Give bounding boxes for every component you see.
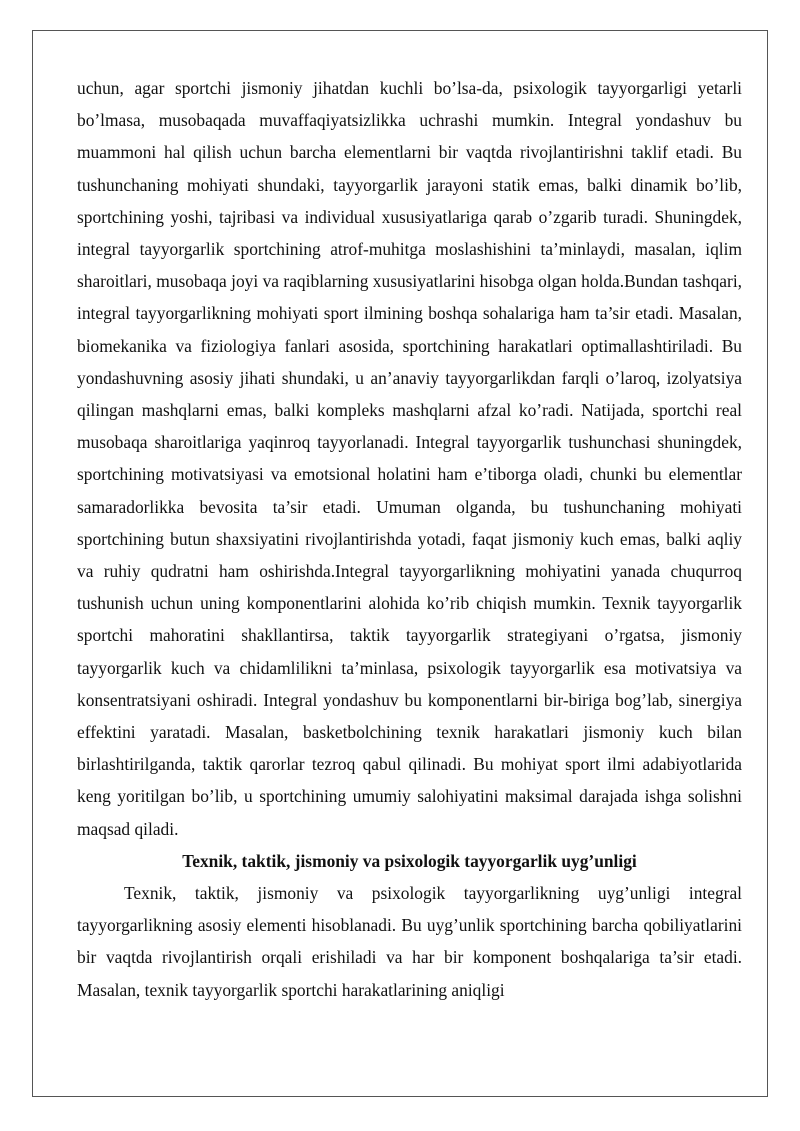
document-body — [77, 72, 742, 1006]
body-paragraph-2: Texnik, taktik, jismoniy va psixologik tayyorgarlikning uyg’unligi integral tayyorgarlikning asosiy elementi hisoblanadi. Bu uyg’unlik sportchining barcha qobiliyatlarini bir vaqtda rivojlantirish orqali erishiladi va har bir komponent boshqalariga ta’sir etadi. Masalan, texnik tayyorgarlik sportchi harakatlarining aniqligi — [77, 883, 742, 1000]
body-paragraph-1: uchun, agar sportchi jismoniy jihatdan kuchli bo’lsa-da, psixologik tayyorgarligi yetarli bo’lmasa, musobaqada muvaffaqiyatsizlikka uchrashi mumkin. Integral yondashuv bu muammoni hal qilish uchun barcha elementlarni bir vaqtda rivojlantirishni taklif etadi. Bu tushunchaning mohiyati shundaki, tayyorgarlik jarayoni statik emas, balki dinamik bo’lib, sportchining yoshi, tajribasi va individual xususiyatlariga qarab o’zgarib turadi. Shuningdek, integral tayyorgarlik sportchining atrof-muhitga moslashishini ta’minlaydi, masalan, iqlim sharoitlari, musobaqa joyi va raqiblarning xususiyatlarini hisobga olgan holda.Bundan tashqari, integral tayyorgarlikning mohiyati sport ilmining boshqa sohalariga ham ta’sir etadi. Masalan, biomekanika va fiziologiya fanlari asosida, sportchining harakatlari optimallashtiriladi. Bu yondashuvning asosiy jihati shundaki, u an’anaviy tayyorgarlikdan farqli o’laroq, izolyatsiya qilingan mashqlarni emas, balki kompleks mashqlarni afzal ko’radi. Natijada, sportchi real musobaqa sharoitlariga yaqinroq tayyorlanadi. Integral tayyorgarlik tushunchasi shuningdek, sportchining motivatsiyasi va emotsional holatini ham e’tiborga oladi, chunki bu elementlar samaradorlikka bevosita ta’sir etadi. Umuman olganda, bu tushunchaning mohiyati sportchining butun shaxsiyatini rivojlantirishda yotadi, faqat jismoniy kuch emas, balki aqliy va ruhiy qudratni ham oshirishda.Integral tayyorgarlikning mohiyatini yanada chuqurroq tushunish uchun uning komponentlarini alohida ko’rib chiqish mumkin. Texnik tayyorgarlik sportchi mahoratini shakllantirsa, taktik tayyorgarlik strategiyani o’rgatsa, jismoniy tayyorgarlik kuch va chidamlilikni ta’minlasa, psixologik tayyorgarlik esa motivatsiya va konsentratsiyani oshiradi. Integral yondashuv bu komponentlarni bir-biriga bog’lab, sinergiya effektini yaratadi. Masalan, basketbolchining texnik harakatlari jismoniy kuch bilan birlashtirilganda, taktik qarorlar tezroq qabul qilinadi. Bu mohiyat sport ilmi adabiyotlarida keng yoritilgan bo’lib, u sportchining umumiy salohiyatini maksimal darajada ishga solishni maqsad qiladi. — [77, 78, 742, 839]
section-heading: Texnik, taktik, jismoniy va psixologik tayyorgarlik uyg’unligi — [182, 850, 637, 871]
